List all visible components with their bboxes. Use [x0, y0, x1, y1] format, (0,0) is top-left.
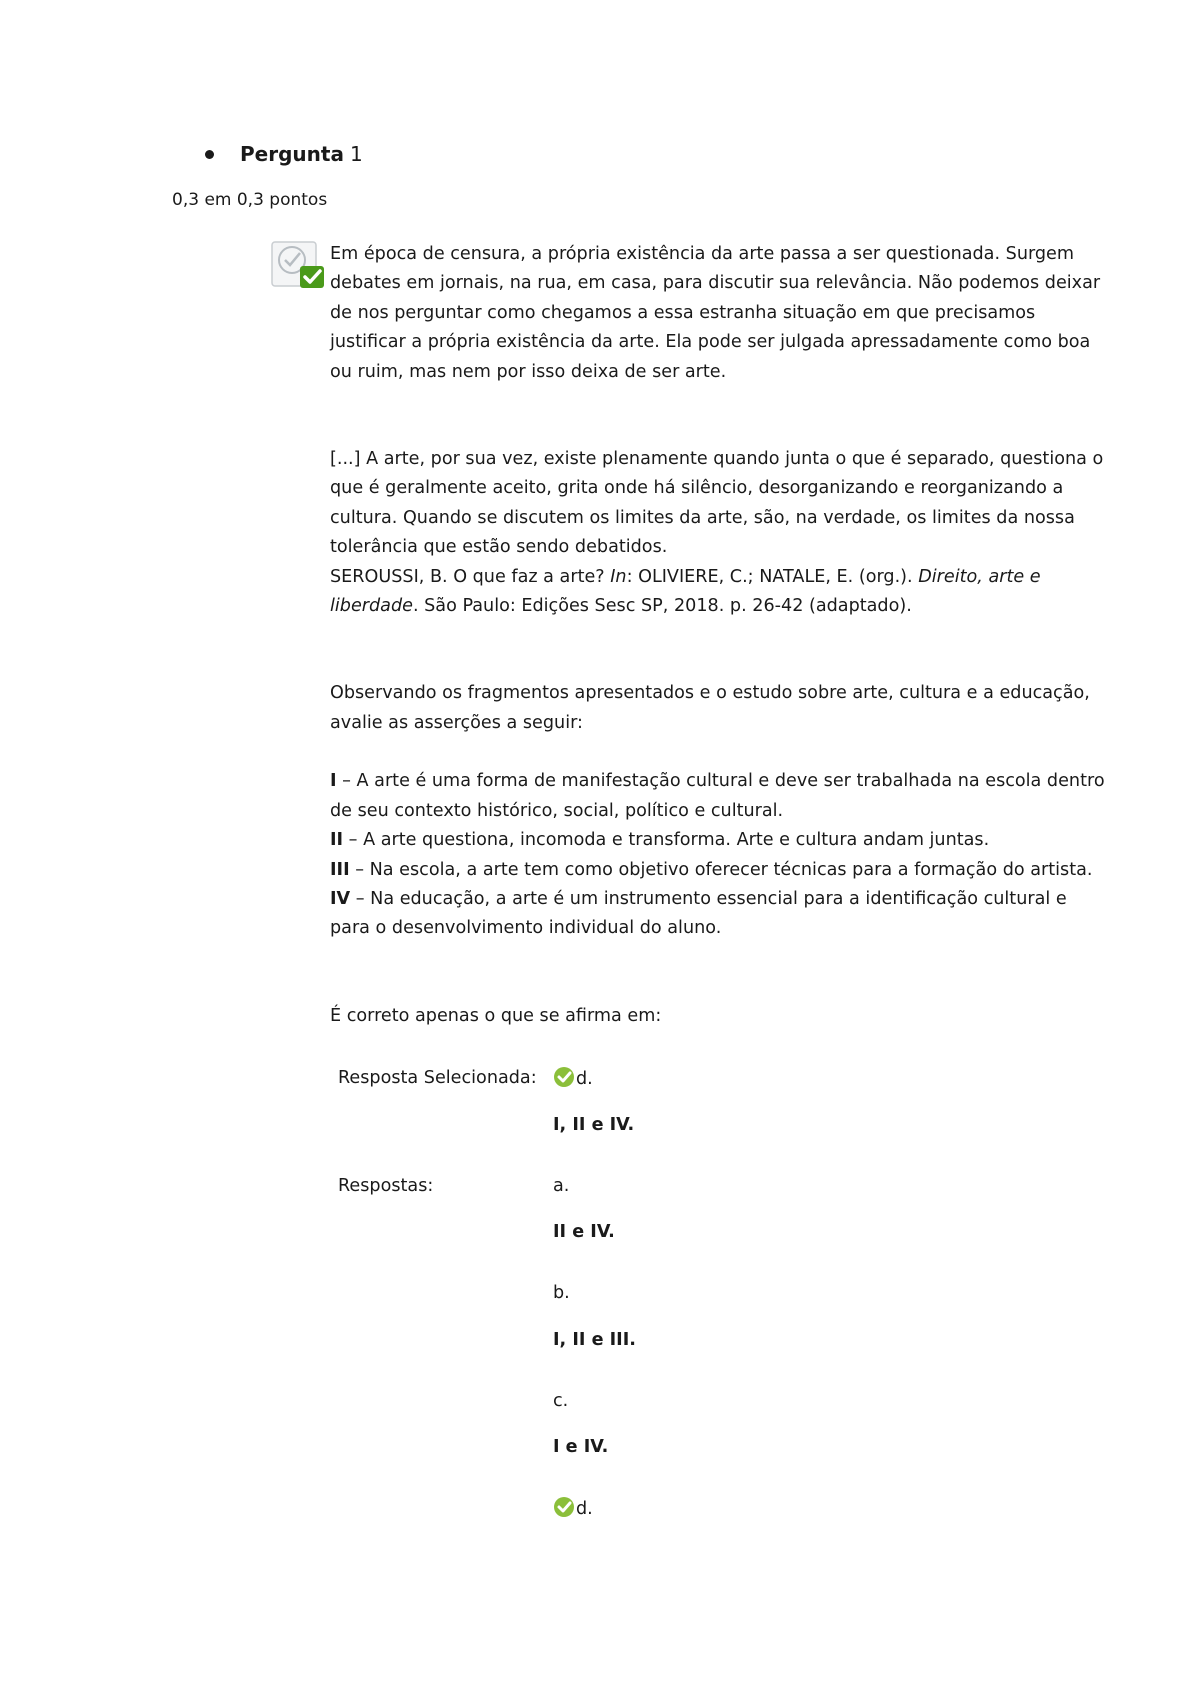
- reference: [330, 563, 1105, 622]
- prompt-paragraph-2: [...] A arte, por sua vez, existe plenamente quando junta o que é separado, questiona o que é geralmente aceito, grita onde há silêncio, desorganizando e reorganizando a cultura. Quando se discutem os limites da arte, são, na verdade, os limites da nossa tolerância que estão sendo debatidos.: [330, 449, 1104, 558]
- assertion-text: – A arte questiona, incomoda e transforma. Arte e cultura andam juntas.: [343, 830, 990, 851]
- assertion-text: – Na escola, a arte tem como objetivo oferecer técnicas para a formação do artista.: [349, 859, 1093, 880]
- option-b-text: I, II e III.: [553, 1330, 636, 1350]
- assertion-3: [330, 856, 1105, 885]
- reference-in: In: [610, 566, 627, 587]
- assertion-2: [330, 826, 1105, 855]
- option-d: [553, 1496, 593, 1519]
- option-b-letter: b.: [553, 1283, 570, 1303]
- question-score: 0,3 em 0,3 pontos: [172, 190, 328, 210]
- option-c-letter: c.: [553, 1391, 569, 1411]
- question-content: [330, 240, 1105, 1031]
- check-icon: [553, 1496, 575, 1518]
- reference-title: Direito, arte e liberdade: [330, 566, 1041, 617]
- correct-answer-icon: [270, 238, 326, 292]
- reference-part-3: . São Paulo: Edições Sesc SP, 2018. p. 26-42 (adaptado).: [412, 596, 912, 617]
- assertion-4: [330, 885, 1105, 944]
- assertion-text: – A arte é uma forma de manifestação cultural e deve ser trabalhada na escola dentro de seu contexto histórico, social, político e cultural.: [330, 771, 1105, 821]
- selected-answer-letter: d.: [576, 1069, 593, 1089]
- assertion-number: IV: [330, 888, 351, 909]
- question-label: Pergunta: [240, 142, 344, 166]
- option-d-letter: d.: [576, 1499, 593, 1519]
- question-number: 1: [349, 142, 363, 166]
- question-header: [205, 142, 363, 166]
- option-a-letter: a.: [553, 1176, 570, 1196]
- prompt-paragraph-1: Em época de censura, a própria existência da arte passa a ser questionada. Surgem debates em jornais, na rua, em casa, para discutir sua relevância. Não podemos deixar de nos perguntar como chegamos a essa estranha situação em que precisamos justificar a própria existência da arte. Ela pode ser julgada apressadamente como boa ou ruim, mas nem por isso deixa de ser arte.: [330, 244, 1101, 382]
- options-label: Respostas:: [338, 1176, 434, 1196]
- option-a-text: II e IV.: [553, 1222, 615, 1242]
- selected-answer-text: I, II e IV.: [553, 1115, 635, 1135]
- option-c-text: I e IV.: [553, 1437, 609, 1457]
- assertion-number: I: [330, 771, 337, 792]
- closing-question: É correto apenas o que se afirma em:: [330, 1005, 662, 1026]
- assertions-list: [330, 767, 1105, 943]
- instruction: Observando os fragmentos apresentados e o estudo sobre arte, cultura e a educação, avalie as asserções a seguir:: [330, 683, 1090, 733]
- selected-answer: [553, 1066, 593, 1089]
- check-icon: [553, 1066, 575, 1088]
- reference-part-2: : OLIVIERE, C.; NATALE, E. (org.).: [626, 566, 919, 587]
- bullet: [205, 150, 214, 159]
- assertion-number: II: [330, 830, 344, 851]
- reference-part-1: SEROUSSI, B. O que faz a arte?: [330, 566, 611, 587]
- assertion-text: – Na educação, a arte é um instrumento essencial para a identificação cultural e para o desenvolvimento individual do aluno.: [330, 888, 1067, 939]
- assertion-number: III: [330, 859, 350, 880]
- assertion-1: [330, 767, 1105, 826]
- selected-answer-label: Resposta Selecionada:: [338, 1068, 537, 1088]
